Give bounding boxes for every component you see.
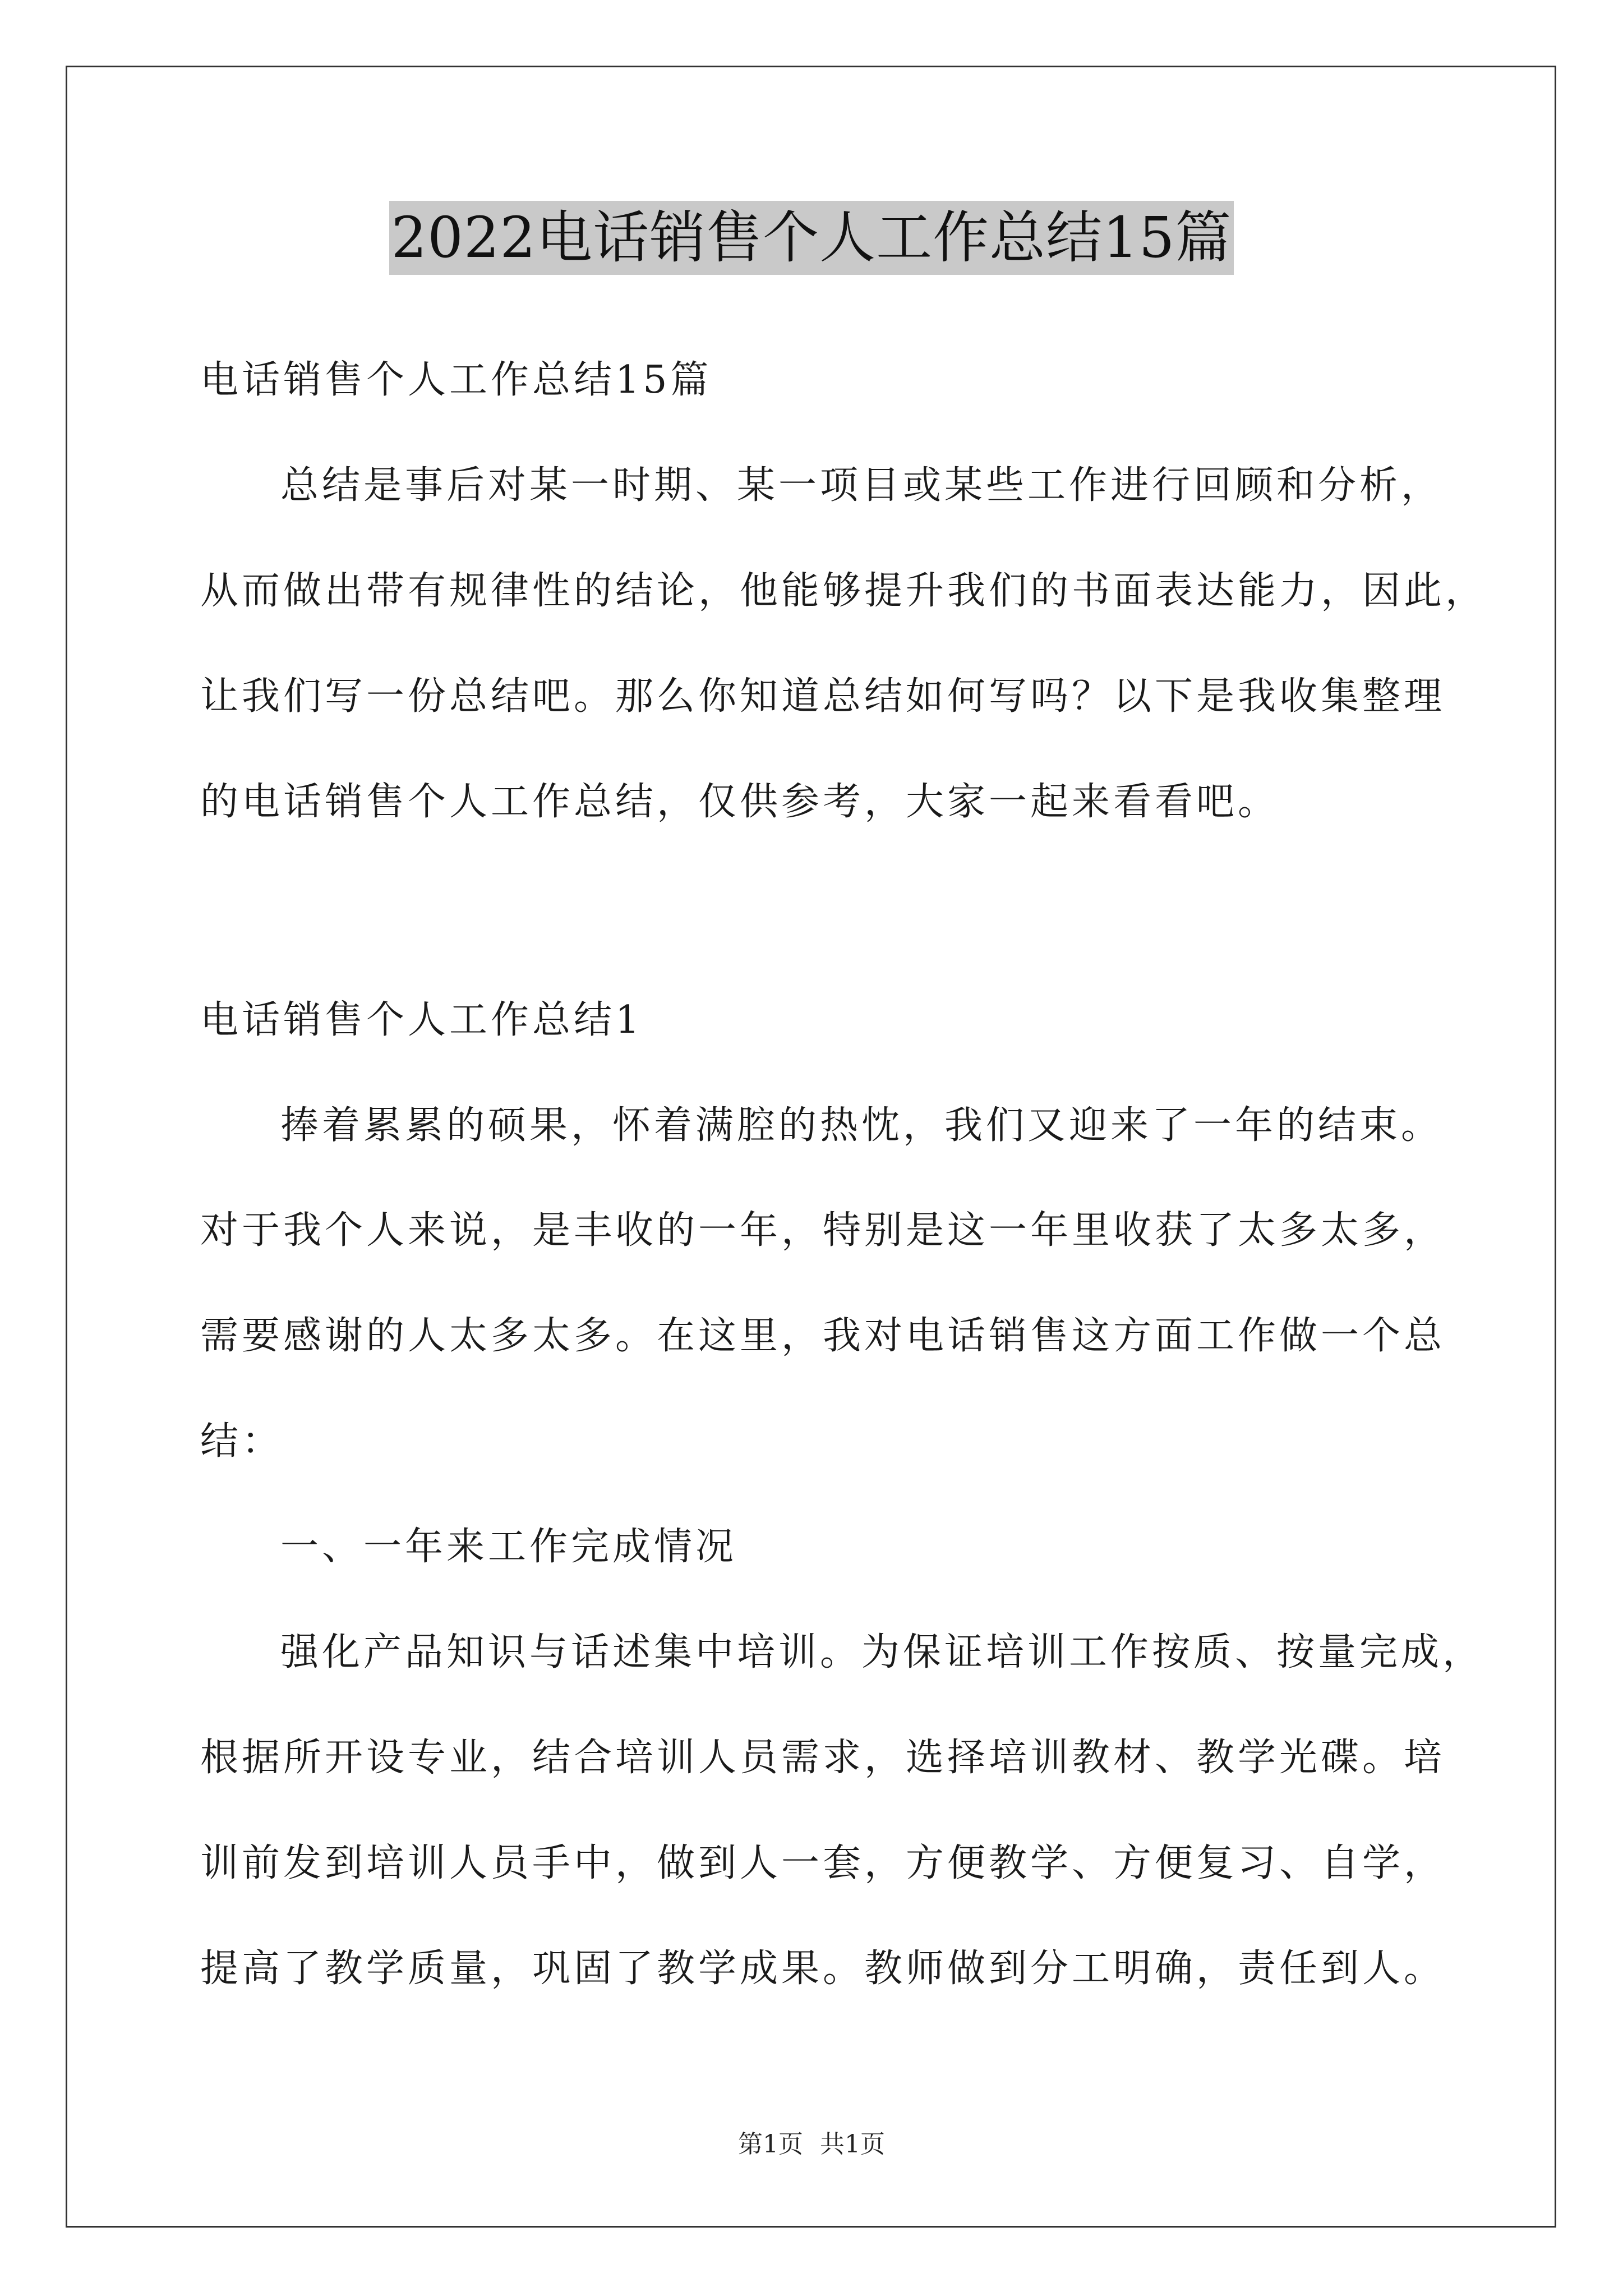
paragraph-line: 的电话销售个人工作总结，仅供参考，大家一起来看看吧。 <box>200 780 1280 824</box>
document-title: 2022电话销售个人工作总结15篇 <box>389 201 1234 275</box>
paragraph-line: 让我们写一份总结吧。那么你知道总结如何写吗？以下是我收集整理 <box>200 674 1446 719</box>
paragraph-line: 训前发到培训人员手中，做到人一套，方便教学、方便复习、自学， <box>200 1841 1446 1885</box>
paragraph-line: 根据所开设专业，结合培训人员需求，选择培训教材、教学光碟。培 <box>200 1736 1446 1780</box>
section-heading: 电话销售个人工作总结1 <box>200 998 643 1042</box>
paragraph-line: 对于我个人来说，是丰收的一年，特别是这一年里收获了太多太多， <box>200 1208 1446 1253</box>
paragraph-line: 总结是事后对某一时期、某一项目或某些工作进行回顾和分析， <box>280 463 1443 508</box>
subsection-heading: 一、一年来工作完成情况 <box>280 1525 737 1569</box>
page-number-current: 第1页 <box>738 2130 803 2159</box>
paragraph-line: 捧着累累的硕果，怀着满腔的热忱，我们又迎来了一年的结束。 <box>280 1103 1443 1148</box>
paragraph-line: 结： <box>200 1419 284 1464</box>
paragraph-line: 从而做出带有规律性的结论，他能够提升我们的书面表达能力，因此， <box>200 569 1487 613</box>
subtitle: 电话销售个人工作总结15篇 <box>200 358 712 402</box>
page-number-total: 共1页 <box>820 2130 885 2159</box>
paragraph-line: 需要感谢的人太多太多。在这里，我对电话销售这方面工作做一个总 <box>200 1314 1446 1358</box>
title-container <box>0 201 1623 275</box>
page-footer <box>0 2129 1623 2160</box>
paragraph-line: 提高了教学质量，巩固了教学成果。教师做到分工明确，责任到人。 <box>200 1947 1446 1991</box>
paragraph-line: 强化产品知识与话述集中培训。为保证培训工作按质、按量完成， <box>280 1630 1484 1674</box>
